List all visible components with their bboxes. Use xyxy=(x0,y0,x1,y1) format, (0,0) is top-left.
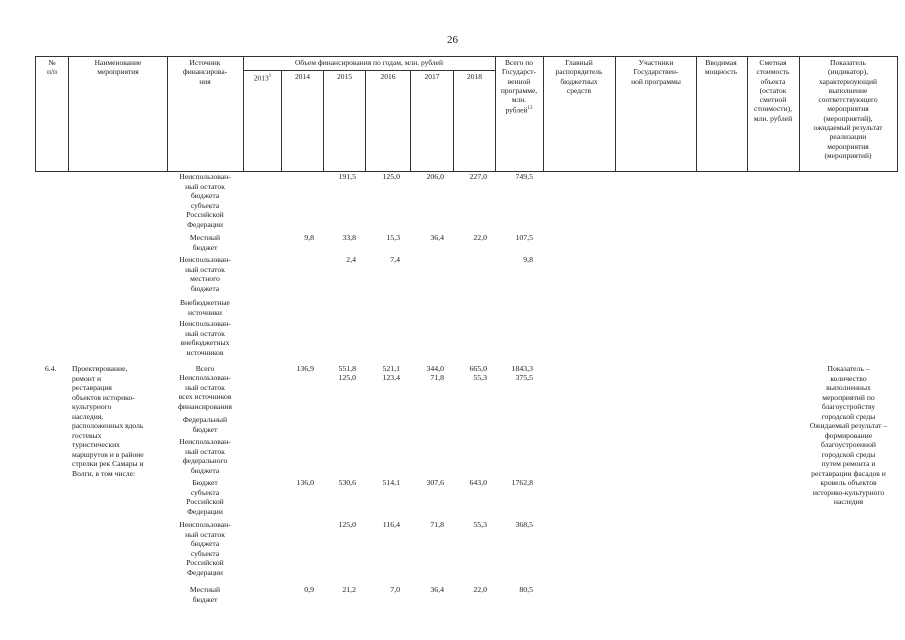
top-row-2-source: Неиспользован- ный остаток местного бюджета xyxy=(179,255,231,293)
item-row-0-v2015: 551,8 xyxy=(338,364,356,373)
item-row-6-v2017: 36,4 xyxy=(430,585,444,594)
item-row-5-v2018: 55,3 xyxy=(473,520,487,529)
top-row-2-v2015: 2,4 xyxy=(346,255,356,264)
year-label: 2016 xyxy=(380,72,396,81)
item-row-6-v2018: 22,0 xyxy=(473,585,487,594)
year-column-rule xyxy=(323,70,324,172)
header-capacity: Вводимая мощность xyxy=(704,58,738,77)
item-row-1-v2018: 55,3 xyxy=(473,373,487,382)
header-year-2013 xyxy=(244,72,281,83)
year-label: 2013 xyxy=(253,73,269,83)
header-source: Источник финансирова- ния xyxy=(182,58,228,86)
top-row-4-source: Неиспользован- ный остаток внебюджетных источников xyxy=(179,319,231,357)
header-volume: Объем финансирования по годам, млн. рублей xyxy=(294,58,444,67)
header-year-2018 xyxy=(454,72,495,81)
top-row-1-v2018: 22,0 xyxy=(473,233,487,242)
header-year-2014 xyxy=(282,72,323,81)
top-row-0-total: 749,5 xyxy=(515,172,533,181)
top-row-0-v2017: 206,0 xyxy=(426,172,444,181)
year-column-rule xyxy=(365,70,366,172)
item-row-4-source: Бюджет субъекта Российской Федерации xyxy=(186,478,224,516)
item-row-4-v2014: 136,0 xyxy=(296,478,314,487)
top-row-0-v2018: 227,0 xyxy=(469,172,487,181)
header-participants: Участники Государствен- ной программы xyxy=(631,58,681,86)
year-note: 1 xyxy=(268,74,272,79)
item-name: Проектирование, ремонт и реставрация объектов историко- культурного наследия, расположенных вдоль гостевых туристических маршрутов и в районе стрелки рек Самары и Волги, в том числе: xyxy=(72,364,144,478)
header-column-rule xyxy=(68,56,69,172)
item-row-6-total: 80,5 xyxy=(519,585,533,594)
year-label: 2018 xyxy=(467,72,482,81)
item-row-4-v2016: 514,1 xyxy=(382,478,400,487)
header-main-manager: Главный распорядитель бюджетных средств xyxy=(555,58,603,95)
header-year-2016 xyxy=(366,72,410,81)
item-row-1-v2015: 125,0 xyxy=(338,373,356,382)
header-column-rule xyxy=(897,56,898,172)
header-indicator: Показатель (индикатор), характеризующий выполнение соответствующего мероприятия (мероприятий), ожидаемый результат реализации мероприятия (мероприятий) xyxy=(813,58,883,160)
top-row-1-total: 107,5 xyxy=(515,233,533,242)
header-estimate: Сметная стоимость объекта (остаток сметной стоимости), млн. рублей xyxy=(753,58,793,123)
header-total: Всего по Государст- венной программе, млн. рублей xyxy=(500,58,538,115)
item-row-6-v2016: 7,0 xyxy=(390,585,400,594)
item-row-4-v2018: 643,0 xyxy=(469,478,487,487)
header-column-rule xyxy=(35,56,36,172)
item-row-0-v2017: 344,0 xyxy=(426,364,444,373)
item-row-0-v2018: 665,0 xyxy=(469,364,487,373)
header-top-rule xyxy=(35,56,897,57)
item-row-5-total: 368,5 xyxy=(515,520,533,529)
top-row-0-v2016: 125,0 xyxy=(382,172,400,181)
header-column-rule xyxy=(615,56,616,172)
top-row-1-source: Местный бюджет xyxy=(189,233,221,252)
header-year-2017 xyxy=(411,72,453,81)
item-row-3-source: Неиспользован- ный остаток федерального бюджета xyxy=(179,437,231,475)
top-row-0-source: Неиспользован- ный остаток бюджета субъекта Российской Федерации xyxy=(179,172,231,229)
year-column-rule xyxy=(453,70,454,172)
item-row-1-v2016: 123,4 xyxy=(382,373,400,382)
item-row-1-source: Неиспользован- ный остаток всех источников финансирования xyxy=(178,373,232,411)
header-name: Наименование мероприятия xyxy=(94,58,142,77)
item-number: 6.4. xyxy=(45,364,57,373)
year-column-rule xyxy=(410,70,411,172)
item-row-0-source: Всего xyxy=(195,364,215,373)
top-row-2-total: 9,8 xyxy=(523,255,533,264)
item-row-6-v2014: 0,9 xyxy=(304,585,314,594)
item-row-6-v2015: 21,2 xyxy=(342,585,356,594)
header-num: № п/п xyxy=(46,58,58,77)
year-label: 2017 xyxy=(424,72,440,81)
item-row-0-total: 1843,3 xyxy=(511,364,533,373)
top-row-1-v2017: 36,4 xyxy=(430,233,444,242)
item-row-1-v2017: 71,8 xyxy=(430,373,444,382)
top-row-1-v2015: 33,8 xyxy=(342,233,356,242)
header-year-2015 xyxy=(324,72,365,81)
top-row-0-v2015: 191,5 xyxy=(338,172,356,181)
year-label: 2014 xyxy=(295,72,310,81)
item-row-4-v2017: 307,6 xyxy=(426,478,444,487)
item-row-0-v2014: 136,9 xyxy=(296,364,314,373)
top-row-1-v2014: 9,8 xyxy=(304,233,314,242)
item-row-5-v2016: 116,4 xyxy=(382,520,400,529)
year-column-rule xyxy=(281,70,282,172)
top-row-3-source: Внебюджетные источники xyxy=(180,298,230,317)
page-number: 26 xyxy=(447,34,458,46)
item-indicator: Показатель – количество выполненных мероприятий по благоустройству городской среды Ожидаемый результат – формирование благоустроенной городской среды путем ремонта и реставрации фасадов и кровель объектов историко-культурного наследия xyxy=(809,364,888,506)
top-row-2-v2016: 7,4 xyxy=(390,255,400,264)
year-label: 2015 xyxy=(337,72,352,81)
item-row-4-v2015: 530,6 xyxy=(338,478,356,487)
item-row-5-v2015: 125,0 xyxy=(338,520,356,529)
item-row-5-source: Неиспользован- ный остаток бюджета субъекта Российской Федерации xyxy=(179,520,231,577)
item-row-5-v2017: 71,8 xyxy=(430,520,444,529)
item-row-6-source: Местный бюджет xyxy=(189,585,221,604)
item-row-0-v2016: 521,1 xyxy=(382,364,400,373)
top-row-1-v2016: 15,3 xyxy=(386,233,400,242)
item-row-4-total: 1762,8 xyxy=(511,478,533,487)
item-row-1-total: 375,5 xyxy=(515,373,533,382)
item-row-2-source: Федеральный бюджет xyxy=(182,415,228,434)
header-total-note: 13 xyxy=(527,106,533,112)
